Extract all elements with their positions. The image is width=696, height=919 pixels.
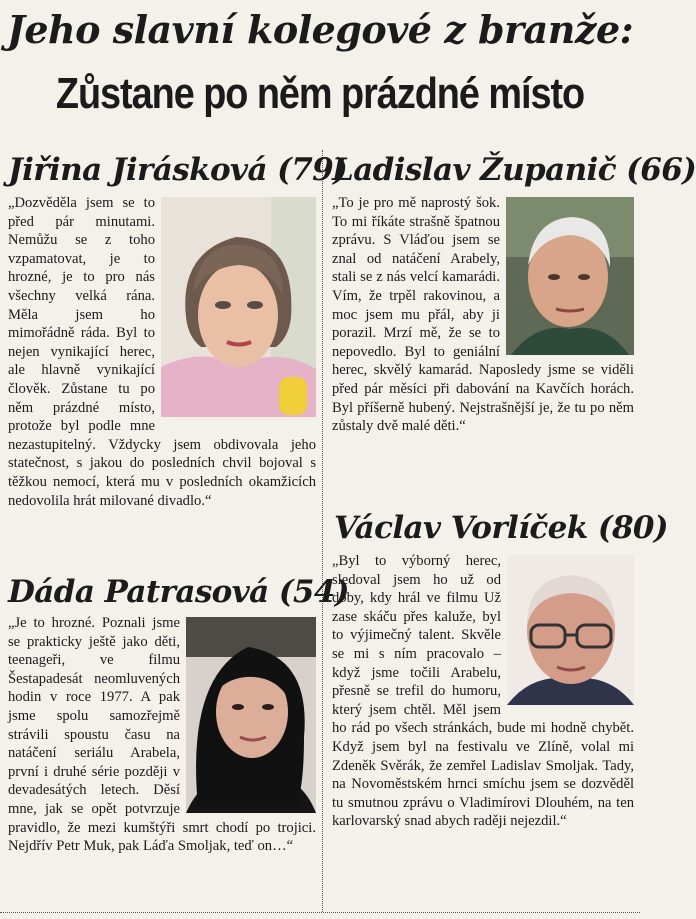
article-text-zupanic [332,194,634,436]
article-quote-jiraskova: „Dozvěděla jsem se to před pár minutami. Nemůžu se z toho vzpamatovat, je to hrozné, je to pro nás všechny velká rána. Měla jsem ho mimořádně ráda. Byl to nejen vynikající herec, ale hlavně vynikající člověk. Zůstane tu po něm prázdné místo, protože byl podle mne nezastupitelný. Vždycky jsem obdivovala jeho statečnost, s jakou do posledních chvil bojoval s těžkou nemocí, která mu v posledních okamžicích nedovolila hrát milované divadlo.“ [8,195,316,509]
article-quote-vorlicek: „Byl to výborný herec, sledoval jsem ho už od doby, kdy hrál ve filmu Už zase skáču přes kaluže, byl to výjimečný talent. Skvěle se mi s ním pracovalo – když jsme točili Arabelu, přesně se trefil do humoru, který jsem chtěl. Měl jsem ho rád po všech stránkách, bude mi hodně chybět. Když jsem byl na festivalu ve Zlíně, volal mi Zdeněk Svěrák, že zemřel Ladislav Smoljak. Tady, na Novoměstském hrnci smíchu jsem se dozvěděl tu smutnou zprávu o Vladimírovi Dlouhém, na ten karlovarský snad abych raději nejezdil.“ [332,553,634,830]
article-text-patrasova [8,614,316,856]
bottom-divider [0,912,640,913]
headline-line2: Zůstane po něm prázdné místo [55,69,585,118]
portrait-photo-zupanic [506,197,634,355]
article-name-vorlicek: Václav Vorlíček (80) [334,510,668,546]
article-text-jiraskova [8,194,316,510]
article-name-jiraskova: Jiřina Jirásková (79) [8,152,348,188]
portrait-photo-jiraskova [161,197,316,417]
column-divider [322,150,323,912]
portrait-photo-patrasova [186,617,316,813]
article-text-vorlicek [332,552,634,831]
article-quote-patrasova: „Je to hrozné. Poznali jsme se prakticky ještě jako děti, teenageři, ve filmu Šestapadesát neomluvených hodin v roce 1977. A pak jsme spolu samozřejmě strávili spoustu času na natáčení seriálu Arabela, první i druhé série později v devadesátých letech. Děsí mne, jak se opět potvrzuje pravidlo, že mezi kumštýři smrt chodí po trojici. Nejdřív Petr Muk, pak Láďa Smoljak, teď on…“ [8,615,316,855]
portrait-photo-vorlicek [507,555,634,705]
article-name-patrasova: Dáda Patrasová (54) [8,574,349,610]
article-quote-zupanic: „To je pro mě naprostý šok. To mi říkáte strašně špatnou zprávu. S Vláďou jsem se znal od natáčení Arabely, stali se z nás velcí kamarádi. Vím, že trpěl rakovinou, a moc jsem mu přál, aby ji porazil. Mrzí mě, že se to nepovedlo. Byl to geniální herec, skvělý kamarád. Naposledy jsme se viděli před pár měsíci při dabování na Kavčích horách. Byl příšerně hubený. Nejstrašnější je, že tu po něm zůstaly dvě malé děti.“ [332,195,634,435]
headline-line1: Jeho slavní kolegové z branže: [6,7,634,52]
article-name-zupanic: Ladislav Županič (66) [332,152,696,188]
